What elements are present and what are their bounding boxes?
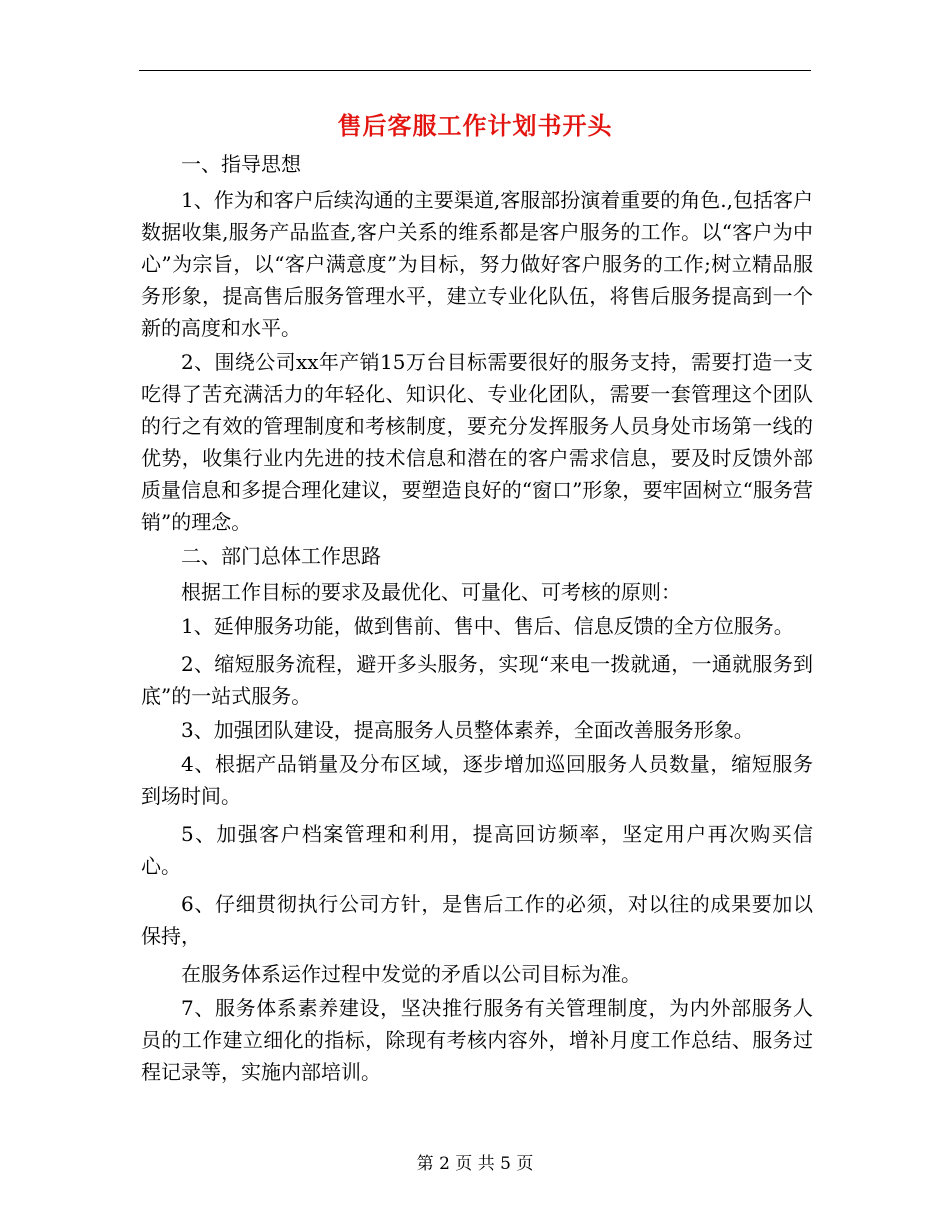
header-rule [139, 70, 811, 71]
list-item-1: 1、延伸服务功能，做到售前、售中、售后、信息反馈的全方位服务。 [181, 614, 794, 638]
page-number-footer: 第 2 页 共 5 页 [416, 1154, 534, 1174]
paragraph-item-1: 1、作为和客户后续沟通的主要渠道,客服部扮演着重要的角色.,包括客户数据收集,服务产品监查,客户关系的维系都是客户服务的工作。以“客户为中心”为宗旨，以“客户满意度”为目标，努力做好客户服务的工作;树立精品服务形象，提高售后服务管理水平，建立专业化队伍，将售后服务提高到一个新的高度和水平。 [141, 188, 813, 340]
list-item-4: 4、根据产品销量及分布区域，逐步增加巡回服务人员数量，缩短服务到场时间。 [141, 752, 813, 808]
list-item-7: 7、服务体系素养建设，坚决推行服务有关管理制度，为内外部服务人员的工作建立细化的指标，除现有考核内容外，增补月度工作总结、服务过程记录等，实施内部培训。 [141, 996, 813, 1084]
section-heading-guiding-ideology: 一、指导思想 [181, 152, 301, 176]
list-item-5: 5、加强客户档案管理和利用，提高回访频率，坚定用户再次购买信心。 [141, 822, 813, 878]
list-item-2: 2、缩短服务流程，避开多头服务，实现“来电一拨就通，一通就服务到底”的一站式服务。 [141, 652, 813, 708]
paragraph-continuation: 在服务体系运作过程中发觉的矛盾以公司目标为准。 [181, 962, 641, 986]
paragraph-principle: 根据工作目标的要求及最优化、可量化、可考核的原则： [181, 580, 681, 604]
list-item-3: 3、加强团队建设，提高服务人员整体素养，全面改善服务形象。 [181, 718, 754, 742]
list-item-6: 6、仔细贯彻执行公司方针，是售后工作的必须，对以往的成果要加以保持， [141, 892, 813, 948]
document-title: 售后客服工作计划书开头 [337, 111, 613, 140]
paragraph-item-2: 2、围绕公司xx年产销15万台目标需要很好的服务支持，需要打造一支吃得了苦充满活力的年轻化、知识化、专业化团队，需要一套管理这个团队的行之有效的管理制度和考核制度，要充分发挥服务人员身处市场第一线的优势，收集行业内先进的技术信息和潜在的客户需求信息，要及时反馈外部质量信息和多提合理化建议，要塑造良好的“窗口”形象，要牢固树立“服务营销”的理念。 [141, 350, 813, 534]
section-heading-work-approach: 二、部门总体工作思路 [181, 544, 381, 568]
document-body [141, 148, 813, 1090]
